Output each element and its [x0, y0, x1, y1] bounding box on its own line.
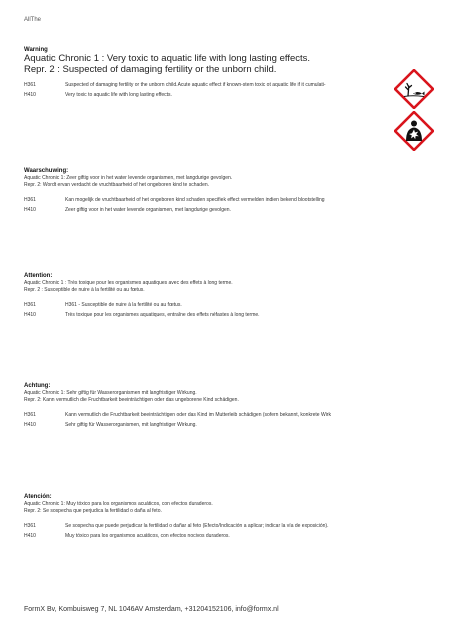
statement-row	[24, 205, 404, 215]
page-header: AllThe	[24, 17, 42, 23]
ghs09-environment-icon	[394, 69, 434, 109]
statement-list	[24, 195, 404, 215]
section-heading: Atención:	[24, 494, 52, 500]
hazard-line: Repr. 2: Kann vermutlich die Fruchtbarkeit beeinträchtigen oder das ungeborene Kind schädigen.	[24, 396, 239, 403]
statement-code: H410	[24, 533, 36, 539]
section-french	[24, 272, 404, 320]
hazard-line: Repr. 2: Wordt ervan verdacht de vruchtbaarheid of het ongeboren kind te schaden.	[24, 181, 210, 188]
statement-text: Kann vermutlich die Fruchtbarkeit beeinträchtigen oder das Kind im Mutterleib schädigen (sofern bekannt, konkrete Wirk	[65, 412, 331, 418]
ghs08-health-hazard-icon	[394, 111, 434, 151]
section-heading: Attention:	[24, 273, 53, 279]
statement-text: Muy tóxico para los organismos acuáticos, con efectos nocivos duraderos.	[65, 533, 230, 539]
statement-row	[24, 420, 404, 430]
section-heading: Achtung:	[24, 383, 51, 389]
statement-row	[24, 521, 404, 531]
statement-row	[24, 300, 404, 310]
hazard-line: Aquatic Chronic 1 : Très toxique pour les organismes aquatiques avec des effets à long terme.	[24, 280, 233, 286]
statement-text: Sehr giftig für Wasserorganismen, mit langfristiger Wirkung.	[65, 422, 197, 428]
statement-code: H361	[24, 523, 36, 529]
statement-code: H361	[24, 412, 36, 418]
statement-row	[24, 531, 404, 541]
statement-row	[24, 80, 404, 90]
statement-row	[24, 195, 404, 205]
hazard-line: Repr. 2: Se sospecha que perjudica la fertilidad o daña al feto.	[24, 507, 162, 514]
statement-code: H410	[24, 312, 36, 318]
hazard-line: Aquatic Chronic 1: Muy tóxico para los organismos acuáticos, con efectos duraderos.	[24, 501, 213, 507]
statement-text: H361 - Susceptible de nuire à la fertilité ou au fœtus.	[65, 302, 182, 308]
section-spanish	[24, 493, 404, 541]
statement-code: H410	[24, 92, 36, 98]
statement-list	[24, 521, 404, 541]
statement-code: H361	[24, 82, 36, 88]
statement-text: Zeer giftig voor in het water levende organismen, met langdurige gevolgen.	[65, 207, 231, 213]
hazard-line: Repr. 2 : Suspected of damaging fertility or the unborn child.	[24, 63, 277, 75]
statement-row	[24, 410, 404, 420]
section-english	[24, 46, 404, 100]
statement-list	[24, 300, 404, 320]
section-heading: Waarschuwing:	[24, 168, 69, 174]
hazard-line: Aquatic Chronic 1: Sehr giftig für Wasserorganismen mit langfristiger Wirkung.	[24, 390, 197, 396]
statement-code: H410	[24, 207, 36, 213]
statement-text: Suspected of damaging fertility or the unborn child.Acute aquatic effect if known-stem toxic ot aquatic life if it cumulati-	[65, 82, 326, 88]
page-footer: FormX Bv, Kombuisweg 7, NL 1046AV Amsterdam, +31204152106, info@formx.nl	[24, 606, 279, 613]
statement-code: H361	[24, 197, 36, 203]
statement-row	[24, 90, 404, 100]
statement-list	[24, 410, 404, 430]
hazard-line: Aquatic Chronic 1: Zeer giftig voor in het water levende organismen, met langdurige gevolgen.	[24, 175, 233, 181]
hazard-line: Repr. 2 : Susceptible de nuire à la fertilité ou au fœtus.	[24, 286, 145, 293]
statement-code: H361	[24, 302, 36, 308]
hazard-line: Aquatic Chronic 1 : Very toxic to aquatic life with long lasting effects.	[24, 53, 311, 64]
statement-text: Kan mogelijk de vruchtbaarheid of het ongeboren kind schaden specifiek effect vermelden indien bekend blootstelling	[65, 197, 325, 203]
statement-text: Très toxique pour les organismes aquatiques, entraîne des effets néfastes à long terme.	[65, 312, 260, 318]
section-german	[24, 382, 404, 430]
statement-list	[24, 80, 404, 100]
statement-text: Se sospecha que puede perjudicar la fertilidad o dañar al feto (Efecto/Indicación a aplicar; indicar la vía de exposición).	[65, 523, 329, 529]
section-heading: Warning	[24, 47, 48, 53]
ghs-pictograms	[394, 69, 434, 153]
statement-text: Very toxic to aquatic life with long lasting effects.	[65, 92, 172, 98]
statement-code: H410	[24, 422, 36, 428]
section-dutch	[24, 167, 404, 215]
statement-row	[24, 310, 404, 320]
